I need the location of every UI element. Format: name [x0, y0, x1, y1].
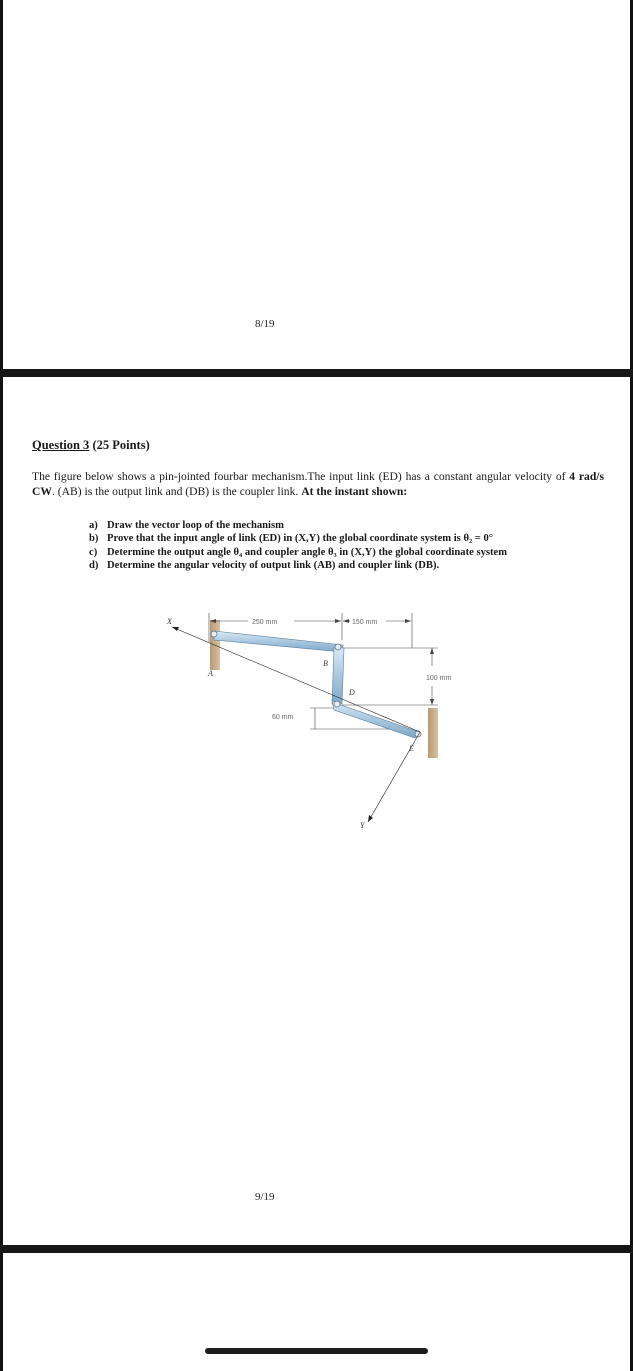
question-title — [32, 438, 150, 453]
task-text: Prove that the input angle of link (ED) in (X,Y) the global coordinate system is θ₂ = 0° — [107, 533, 494, 545]
task-text: Determine the output angle θ₄ and coupler angle θ₃ in (X,Y) the global coordinate system — [107, 546, 508, 558]
arrowhead — [335, 619, 341, 623]
ground-wall-e — [428, 708, 438, 758]
pin-a — [211, 631, 217, 637]
intro-text-3: At the instant shown: — [301, 484, 408, 498]
arrowhead — [430, 699, 434, 705]
dim-100-label: 100 mm — [426, 675, 452, 682]
pin-d — [334, 701, 340, 707]
arrowhead — [430, 648, 434, 654]
point-label-d: D — [349, 688, 355, 697]
task-label: d) — [89, 560, 99, 572]
task-text: Determine the angular velocity of output link (AB) and coupler link (DB). — [107, 560, 440, 572]
x-axis-arrowhead — [172, 627, 179, 631]
arrowhead — [405, 619, 411, 623]
page-separator-top — [0, 369, 633, 377]
task-item — [89, 519, 507, 532]
task-item — [89, 532, 507, 545]
point-label-e: E — [409, 744, 414, 753]
y-axis-label: Y — [360, 821, 365, 830]
task-item — [89, 546, 507, 559]
question-intro — [32, 470, 604, 499]
question-number: Question 3 — [32, 438, 90, 452]
fourbar-mechanism-figure — [160, 600, 460, 830]
page-separator-bottom — [0, 1245, 633, 1253]
left-frame-edge — [0, 0, 3, 1371]
arrowhead — [343, 619, 349, 623]
task-label: c) — [89, 546, 98, 558]
pin-b — [335, 644, 341, 650]
page-number-top: 8/19 — [255, 318, 275, 330]
question-points: (25 Points) — [89, 438, 150, 452]
pin-e — [415, 731, 421, 737]
home-indicator[interactable] — [205, 1348, 428, 1354]
intro-text-2: . (AB) is the output link and (DB) is the coupler link. — [51, 484, 302, 498]
task-list — [89, 519, 507, 573]
link-ab — [214, 631, 343, 652]
page-number-bottom: 9/19 — [255, 1191, 275, 1203]
dim-60-label: 60 mm — [272, 714, 294, 721]
intro-text-1: The figure below shows a pin-jointed fourbar mechanism.The input link (ED) has a constant angular velocity of — [32, 470, 570, 483]
task-label: b) — [89, 533, 99, 545]
x-axis-label: X — [167, 617, 172, 626]
point-label-a: A — [208, 669, 213, 678]
y-axis-arrowhead — [368, 815, 373, 822]
point-label-b: B — [323, 659, 328, 668]
task-text: Draw the vector loop of the mechanism — [107, 520, 284, 531]
task-label: a) — [89, 520, 98, 531]
link-ed — [332, 700, 419, 738]
task-item — [89, 559, 507, 572]
intro-velocity: 4 rad/s CW — [32, 470, 605, 498]
dim-150-label: 150 mm — [352, 619, 378, 626]
dim-250-label: 250 mm — [252, 619, 278, 626]
